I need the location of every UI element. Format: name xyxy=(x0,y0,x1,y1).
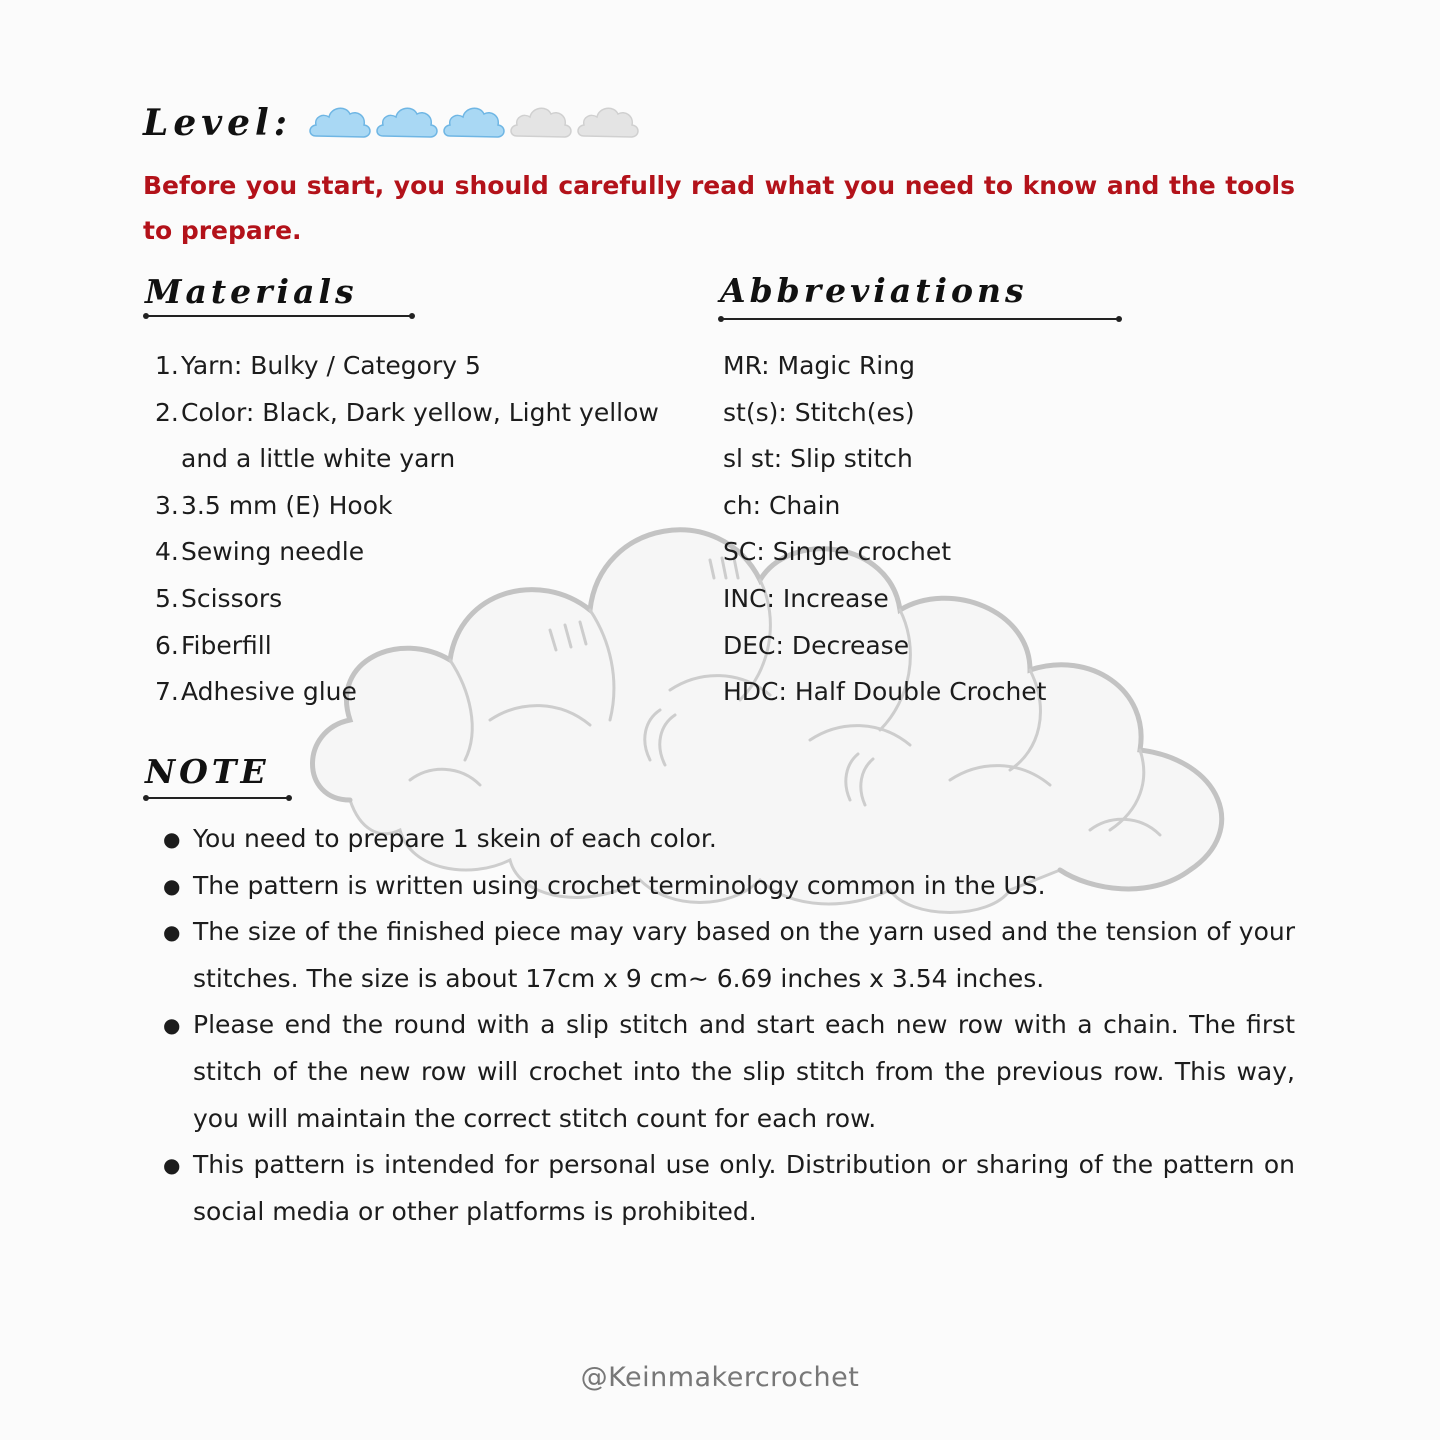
bullet-icon: ● xyxy=(163,1013,181,1038)
materials-item-text: Sewing needle xyxy=(181,537,365,567)
materials-item xyxy=(155,623,695,670)
materials-item-number: 5. xyxy=(155,583,179,613)
note-item-text: The pattern is written using crochet terminology common in the US. xyxy=(193,870,1046,900)
materials-item-number: 3. xyxy=(155,490,179,520)
bullet-icon: ● xyxy=(163,1153,181,1178)
note-item-text: Please end the round with a slip stitch and start each new row with a chain. The first stitch of the new row will crochet into the slip stitch from the previous row. This way, you will maintain the correct stitch count for each row. xyxy=(193,1010,1295,1133)
abbreviation-item: ch: Chain xyxy=(723,490,841,520)
note-item xyxy=(163,1142,1295,1235)
materials-list xyxy=(155,343,695,716)
note-item-text: The size of the finished piece may vary based on the yarn used and the tension of your stitches. The size is about 17cm x 9 cm~ 6.69 inches x 3.54 inches. xyxy=(193,917,1295,993)
abbreviations-underline xyxy=(720,318,1120,320)
bullet-icon: ● xyxy=(163,920,181,945)
materials-title: Materials xyxy=(145,272,358,311)
materials-item-number: 4. xyxy=(155,537,179,567)
level-cloud-empty-icon xyxy=(507,100,575,146)
materials-item-number: 6. xyxy=(155,630,179,660)
materials-item xyxy=(155,390,695,483)
abbreviation-item: DEC: Decrease xyxy=(723,630,910,660)
abbreviations-list xyxy=(723,343,1046,716)
materials-item xyxy=(155,343,695,390)
level-rating xyxy=(306,100,641,146)
abbreviations-heading xyxy=(720,271,1120,320)
abbreviation-item: st(s): Stitch(es) xyxy=(723,397,915,427)
intro-warning: Before you start, you should carefully read what you need to know and the tools to prepare. xyxy=(143,171,1295,245)
materials-item-text: Color: Black, Dark yellow, Light yellow and a little white yarn xyxy=(181,397,659,474)
note-title: NOTE xyxy=(145,752,270,791)
note-item xyxy=(163,816,1295,863)
note-item xyxy=(163,863,1295,910)
abbreviation-item: SC: Single crochet xyxy=(723,537,952,567)
materials-item xyxy=(155,669,695,716)
note-item-text: You need to prepare 1 skein of each color. xyxy=(193,824,717,853)
level-label: Level: xyxy=(143,102,293,144)
level-cloud-filled-icon xyxy=(306,100,374,146)
materials-item-text: Adhesive glue xyxy=(181,677,357,707)
abbreviation-item: HDC: Half Double Crochet xyxy=(723,677,1047,707)
materials-item xyxy=(155,483,695,530)
level-cloud-filled-icon xyxy=(373,100,441,146)
abbreviation-item: INC: Increase xyxy=(723,583,889,613)
difficulty-level xyxy=(143,100,641,146)
materials-heading xyxy=(145,272,413,317)
note-item xyxy=(163,1002,1295,1142)
materials-underline xyxy=(145,315,413,317)
materials-item-text: Yarn: Bulky / Category 5 xyxy=(181,351,481,380)
abbreviation-item: MR: Magic Ring xyxy=(723,351,915,380)
bullet-icon: ● xyxy=(163,873,181,898)
materials-item-number: 1. xyxy=(155,351,179,380)
bullet-icon: ● xyxy=(163,827,181,851)
note-heading xyxy=(145,752,290,799)
materials-item-text: 3.5 mm (E) Hook xyxy=(181,490,393,520)
author-handle: @Keinmakercrochet xyxy=(580,1362,860,1393)
note-item xyxy=(163,909,1295,1002)
level-cloud-empty-icon xyxy=(574,100,642,146)
note-item-text: This pattern is intended for personal use only. Distribution or sharing of the pattern on social media or other platforms is prohibited. xyxy=(193,1150,1295,1226)
materials-item-text: Fiberfill xyxy=(181,630,272,660)
materials-item-number: 7. xyxy=(155,677,179,707)
materials-item xyxy=(155,529,695,576)
level-cloud-filled-icon xyxy=(440,100,508,146)
abbreviations-title: Abbreviations xyxy=(720,271,1028,310)
materials-item xyxy=(155,576,695,623)
note-underline xyxy=(145,797,290,799)
materials-item-text: Scissors xyxy=(181,583,283,613)
materials-item-number: 2. xyxy=(155,397,179,427)
note-list xyxy=(163,816,1295,1235)
abbreviation-item: sl st: Slip stitch xyxy=(723,444,913,474)
